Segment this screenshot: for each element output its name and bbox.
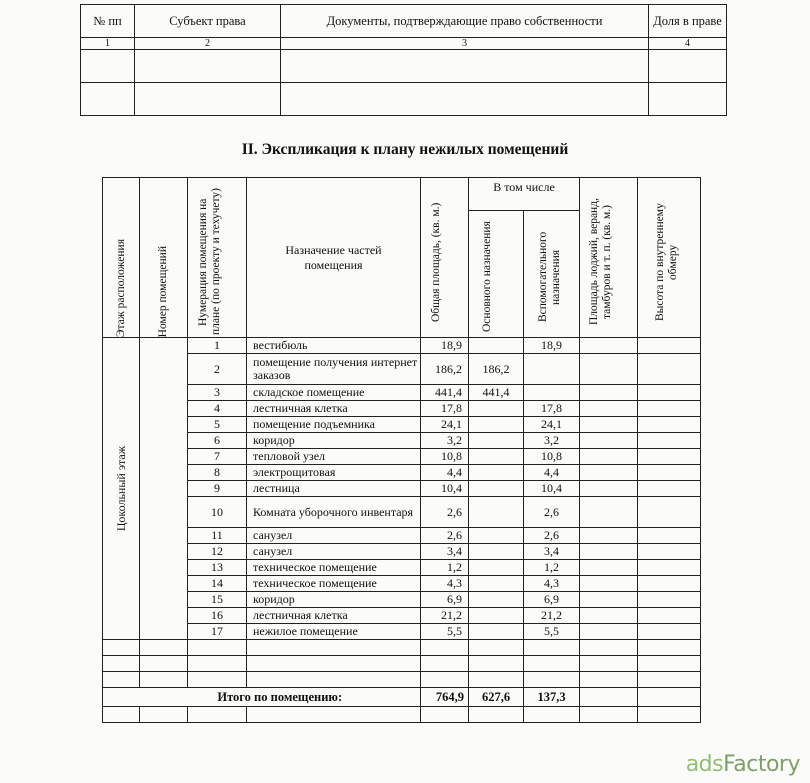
part-number: 12 bbox=[188, 544, 247, 560]
loggia-cell bbox=[580, 592, 638, 608]
part-name: электрощитовая bbox=[247, 465, 421, 481]
part-name: лестничная клетка bbox=[247, 401, 421, 417]
height-cell bbox=[638, 560, 701, 576]
part-number: 13 bbox=[188, 560, 247, 576]
height-cell bbox=[638, 592, 701, 608]
main-area-cell bbox=[469, 433, 524, 449]
table-row bbox=[103, 592, 701, 608]
header-incl: В том числе bbox=[469, 178, 580, 211]
part-name: техническое помещение bbox=[247, 576, 421, 592]
loggia-cell bbox=[580, 465, 638, 481]
table-row bbox=[103, 449, 701, 465]
total-area-cell: 2,6 bbox=[421, 528, 469, 544]
watermark-logo: adsFactory bbox=[685, 752, 800, 777]
table-row bbox=[103, 354, 701, 385]
part-name: лестница bbox=[247, 481, 421, 497]
height-cell bbox=[638, 338, 701, 354]
header-total-area: Общая площадь, (кв. м.) bbox=[421, 178, 469, 338]
part-name: коридор bbox=[247, 433, 421, 449]
col-number-4: 4 bbox=[649, 38, 727, 50]
height-cell bbox=[638, 449, 701, 465]
aux-area-cell: 10,4 bbox=[524, 481, 580, 497]
loggia-cell bbox=[580, 449, 638, 465]
floor-cell: Цокольный этаж bbox=[103, 338, 140, 640]
total-area-cell: 10,8 bbox=[421, 449, 469, 465]
height-cell bbox=[638, 354, 701, 385]
main-area-cell bbox=[469, 544, 524, 560]
height-cell bbox=[638, 401, 701, 417]
total-area-cell: 3,4 bbox=[421, 544, 469, 560]
part-name: тепловой узел bbox=[247, 449, 421, 465]
main-area-cell: 441,4 bbox=[469, 385, 524, 401]
loggia-cell bbox=[580, 354, 638, 385]
table-row bbox=[103, 417, 701, 433]
height-cell bbox=[638, 528, 701, 544]
part-name: техническое помещение bbox=[247, 560, 421, 576]
height-cell bbox=[638, 465, 701, 481]
loggia-cell bbox=[580, 385, 638, 401]
total-area-cell: 18,9 bbox=[421, 338, 469, 354]
total-area-cell: 2,6 bbox=[421, 497, 469, 528]
loggia-cell bbox=[580, 497, 638, 528]
table-row bbox=[103, 544, 701, 560]
height-cell bbox=[638, 544, 701, 560]
table-row bbox=[103, 576, 701, 592]
table-row bbox=[103, 707, 701, 723]
main-area-cell bbox=[469, 608, 524, 624]
table-row bbox=[103, 385, 701, 401]
aux-area-cell: 3,2 bbox=[524, 433, 580, 449]
height-cell bbox=[638, 433, 701, 449]
table-row bbox=[81, 83, 727, 116]
table-row bbox=[103, 338, 701, 354]
table-row bbox=[103, 656, 701, 672]
header-part-no: Нумерация помещения на плане (по проекту и техучету) bbox=[188, 178, 247, 338]
aux-area-cell: 4,3 bbox=[524, 576, 580, 592]
main-area-cell bbox=[469, 592, 524, 608]
loggia-cell bbox=[580, 544, 638, 560]
header-purpose: Назначение частей помещения bbox=[247, 178, 421, 338]
header-floor: Этаж расположения bbox=[103, 178, 140, 338]
total-area-cell: 21,2 bbox=[421, 608, 469, 624]
loggia-cell bbox=[580, 401, 638, 417]
main-area-cell bbox=[469, 576, 524, 592]
table-row bbox=[103, 401, 701, 417]
total-area-cell: 4,3 bbox=[421, 576, 469, 592]
aux-area-cell bbox=[524, 354, 580, 385]
aux-area-cell bbox=[524, 385, 580, 401]
part-number: 9 bbox=[188, 481, 247, 497]
loggia-cell bbox=[580, 528, 638, 544]
part-number: 6 bbox=[188, 433, 247, 449]
main-area-cell: 186,2 bbox=[469, 354, 524, 385]
height-cell bbox=[638, 497, 701, 528]
height-cell bbox=[638, 608, 701, 624]
table-row bbox=[103, 528, 701, 544]
part-number: 5 bbox=[188, 417, 247, 433]
height-cell bbox=[638, 576, 701, 592]
aux-area-cell: 17,8 bbox=[524, 401, 580, 417]
main-area-cell bbox=[469, 417, 524, 433]
part-name: коридор bbox=[247, 592, 421, 608]
main-area-cell bbox=[469, 624, 524, 640]
total-area-cell: 10,4 bbox=[421, 481, 469, 497]
part-name: нежилое помещение bbox=[247, 624, 421, 640]
header-height: Высота по внутреннему обмеру bbox=[638, 178, 701, 338]
table-row bbox=[103, 433, 701, 449]
table-row bbox=[81, 50, 727, 83]
main-area-cell bbox=[469, 497, 524, 528]
main-area-cell bbox=[469, 449, 524, 465]
part-number: 10 bbox=[188, 497, 247, 528]
part-number: 2 bbox=[188, 354, 247, 385]
main-area-cell bbox=[469, 528, 524, 544]
header-room-no: Номер помещений bbox=[140, 178, 188, 338]
aux-area-cell: 18,9 bbox=[524, 338, 580, 354]
loggia-cell bbox=[580, 608, 638, 624]
part-number: 1 bbox=[188, 338, 247, 354]
total-area-cell: 24,1 bbox=[421, 417, 469, 433]
part-number: 17 bbox=[188, 624, 247, 640]
aux-area-cell: 10,8 bbox=[524, 449, 580, 465]
loggia-cell bbox=[580, 417, 638, 433]
table-row bbox=[103, 672, 701, 688]
part-name: складское помещение bbox=[247, 385, 421, 401]
header-documents: Документы, подтверждающие право собственности bbox=[281, 5, 649, 38]
ownership-table bbox=[80, 4, 727, 116]
loggia-cell bbox=[580, 433, 638, 449]
total-area-cell: 441,4 bbox=[421, 385, 469, 401]
header-aux: Вспомогательного назначения bbox=[524, 211, 580, 338]
col-number-1: 1 bbox=[81, 38, 135, 50]
total-area-cell: 5,5 bbox=[421, 624, 469, 640]
loggia-cell bbox=[580, 624, 638, 640]
table-row bbox=[103, 481, 701, 497]
table-row bbox=[103, 560, 701, 576]
col-number-2: 2 bbox=[135, 38, 281, 50]
loggia-cell bbox=[580, 338, 638, 354]
aux-area-cell: 6,9 bbox=[524, 592, 580, 608]
table-row bbox=[103, 497, 701, 528]
total-main: 627,6 bbox=[469, 688, 524, 707]
part-name: санузел bbox=[247, 528, 421, 544]
aux-area-cell: 3,4 bbox=[524, 544, 580, 560]
aux-area-cell: 21,2 bbox=[524, 608, 580, 624]
part-number: 8 bbox=[188, 465, 247, 481]
part-name: помещение получения интернет заказов bbox=[247, 354, 421, 385]
total-area-cell: 3,2 bbox=[421, 433, 469, 449]
total-area-cell: 186,2 bbox=[421, 354, 469, 385]
part-name: санузел bbox=[247, 544, 421, 560]
loggia-cell bbox=[580, 560, 638, 576]
height-cell bbox=[638, 481, 701, 497]
part-number: 14 bbox=[188, 576, 247, 592]
part-number: 7 bbox=[188, 449, 247, 465]
total-area-cell: 17,8 bbox=[421, 401, 469, 417]
height-cell bbox=[638, 417, 701, 433]
table-row bbox=[103, 624, 701, 640]
aux-area-cell: 4,4 bbox=[524, 465, 580, 481]
header-loggia: Площадь лоджий, веранд, тамбуров и т. п. (кв. м.) bbox=[580, 178, 638, 338]
height-cell bbox=[638, 624, 701, 640]
part-name: вестибюль bbox=[247, 338, 421, 354]
total-aux: 137,3 bbox=[524, 688, 580, 707]
loggia-cell bbox=[580, 481, 638, 497]
main-area-cell bbox=[469, 465, 524, 481]
header-number: № пп bbox=[81, 5, 135, 38]
part-number: 16 bbox=[188, 608, 247, 624]
main-area-cell bbox=[469, 401, 524, 417]
total-area-cell: 4,4 bbox=[421, 465, 469, 481]
part-number: 15 bbox=[188, 592, 247, 608]
total-label: Итого по помещению: bbox=[140, 688, 421, 707]
aux-area-cell: 5,5 bbox=[524, 624, 580, 640]
total-area: 764,9 bbox=[421, 688, 469, 707]
aux-area-cell: 2,6 bbox=[524, 528, 580, 544]
main-area-cell bbox=[469, 481, 524, 497]
table-row bbox=[103, 465, 701, 481]
section-title: II. Экспликация к плану нежилых помещений bbox=[241, 141, 569, 158]
part-number: 3 bbox=[188, 385, 247, 401]
explication-table bbox=[102, 177, 701, 723]
header-subject: Субъект права bbox=[135, 5, 281, 38]
total-area-cell: 1,2 bbox=[421, 560, 469, 576]
part-name: Комната уборочного инвентаря bbox=[247, 497, 421, 528]
loggia-cell bbox=[580, 576, 638, 592]
height-cell bbox=[638, 385, 701, 401]
part-name: лестничная клетка bbox=[247, 608, 421, 624]
room-number-cell bbox=[140, 338, 188, 640]
total-area-cell: 6,9 bbox=[421, 592, 469, 608]
col-number-3: 3 bbox=[281, 38, 649, 50]
total-row bbox=[103, 688, 701, 707]
table-row bbox=[103, 608, 701, 624]
table-row bbox=[103, 640, 701, 656]
header-share: Доля в праве bbox=[649, 5, 727, 38]
main-area-cell bbox=[469, 560, 524, 576]
part-name: помещение подъемника bbox=[247, 417, 421, 433]
header-main: Основного назначения bbox=[469, 211, 524, 338]
aux-area-cell: 24,1 bbox=[524, 417, 580, 433]
aux-area-cell: 1,2 bbox=[524, 560, 580, 576]
part-number: 4 bbox=[188, 401, 247, 417]
main-area-cell bbox=[469, 338, 524, 354]
part-number: 11 bbox=[188, 528, 247, 544]
aux-area-cell: 2,6 bbox=[524, 497, 580, 528]
